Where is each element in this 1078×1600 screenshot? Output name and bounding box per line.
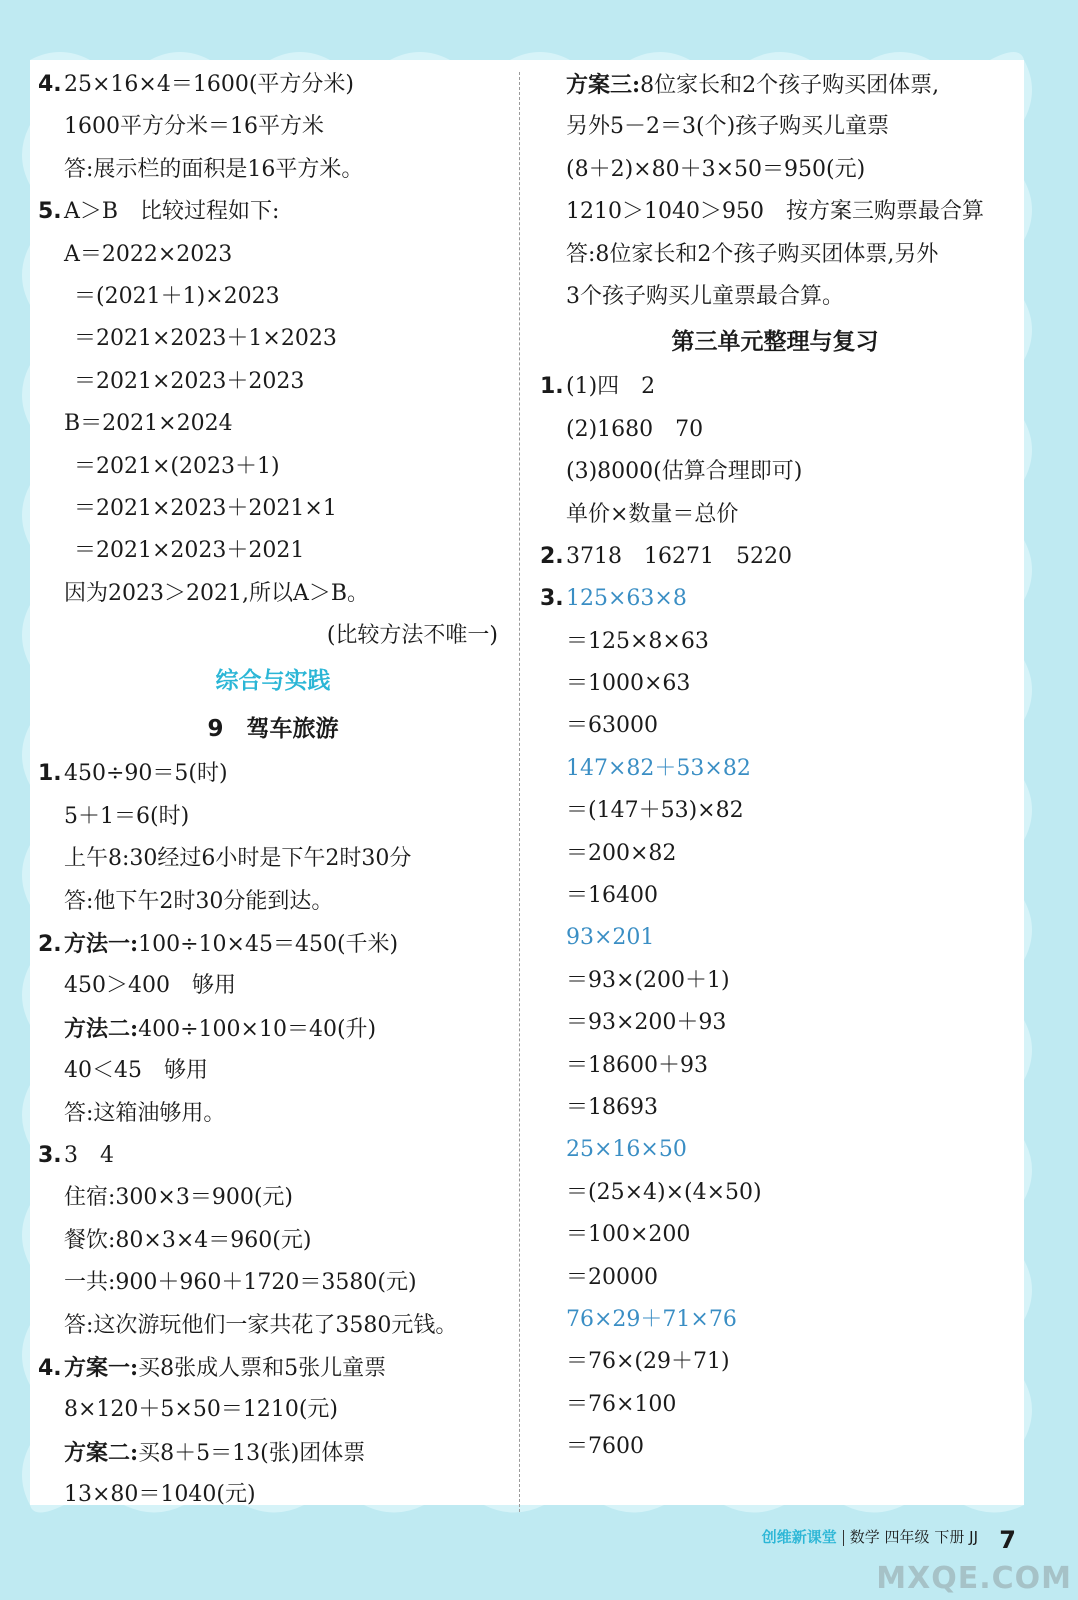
answer-text: ＝(25×4)×(4×50) — [566, 1179, 762, 1205]
answer-line — [38, 1305, 508, 1347]
answer-line — [540, 1341, 1010, 1383]
answer-text: ＝100×200 — [566, 1222, 691, 1248]
answer-text: ＝1000×63 — [566, 671, 691, 697]
question-number: 1. — [540, 374, 564, 400]
footer-edition: JJ — [969, 1528, 978, 1546]
answer-text: ＝76×(29＋71) — [566, 1349, 730, 1375]
answer-text: 400÷100×10＝40(升) — [138, 1016, 377, 1042]
answer-text: 单价×数量＝总价 — [566, 501, 739, 527]
answer-text: 住宿:300×3＝900(元) — [64, 1185, 293, 1211]
answer-line — [38, 64, 508, 106]
answer-text: 1600平方分米＝16平方米 — [64, 114, 324, 140]
answer-line — [38, 753, 508, 795]
question-number: 4. — [38, 72, 62, 97]
section-title-unit-review: 第三单元整理与复习 — [671, 329, 879, 356]
answer-line — [38, 1177, 508, 1219]
answer-line — [540, 705, 1010, 747]
answer-line — [540, 578, 1010, 620]
left-column — [38, 64, 508, 1517]
answer-text: ＝2021×2023＋2021×1 — [74, 495, 337, 521]
answer-line — [38, 1389, 508, 1431]
answer-line — [540, 106, 1010, 148]
method-label: 方法一: — [64, 931, 139, 958]
answer-line — [540, 1087, 1010, 1129]
right-answers-part2 — [540, 366, 1010, 1468]
answer-line — [38, 796, 508, 838]
answer-text: ＝18600＋93 — [566, 1052, 708, 1078]
answer-line — [38, 1220, 508, 1262]
answer-text: 147×82＋53×82 — [566, 755, 751, 781]
answer-line — [38, 1474, 508, 1516]
answer-line — [38, 923, 508, 965]
answer-line — [540, 149, 1010, 191]
answer-text: (2)1680 70 — [566, 416, 704, 442]
right-column — [540, 64, 1010, 1469]
answer-text: (3)8000(估算合理即可) — [566, 459, 803, 485]
answer-text: ＝20000 — [566, 1264, 658, 1290]
answer-line — [38, 446, 508, 488]
question-number: 3. — [540, 586, 564, 612]
answer-line — [38, 488, 508, 530]
page-number: 7 — [999, 1526, 1016, 1554]
answer-text: 答:这次游玩他们一家共花了3580元钱。 — [64, 1312, 458, 1338]
method-label: 方案一: — [64, 1354, 139, 1381]
answer-line — [38, 530, 508, 572]
answer-line — [540, 409, 1010, 451]
answer-text: (8＋2)×80＋3×50＝950(元) — [566, 156, 866, 182]
answer-line — [38, 276, 508, 318]
answer-text: ＝(2021＋1)×2023 — [74, 283, 280, 309]
answer-line — [540, 1384, 1010, 1426]
answer-line — [38, 965, 508, 1007]
right-answers-part1 — [540, 64, 1010, 318]
answer-text: 40＜45 够用 — [64, 1058, 208, 1084]
answer-text: 8位家长和2个孩子购买团体票, — [640, 73, 940, 98]
answer-text: 答:他下午2时30分能到达。 — [64, 888, 334, 914]
answer-line — [38, 191, 508, 233]
answer-line — [540, 960, 1010, 1002]
answer-line — [540, 833, 1010, 875]
subsection-title-driving-trip: 9 驾车旅游 — [207, 716, 339, 743]
answer-line — [38, 881, 508, 923]
answer-line — [540, 276, 1010, 318]
answer-text: A＝2022×2023 — [64, 241, 233, 267]
answer-line — [38, 106, 508, 148]
answer-text: ＝63000 — [566, 713, 658, 739]
answer-line — [540, 64, 1010, 106]
answer-line — [540, 234, 1010, 276]
left-answers-part2 — [38, 753, 508, 1516]
answer-line — [540, 536, 1010, 578]
answer-text: 3个孩子购买儿童票最合算。 — [566, 283, 844, 309]
watermark-logo: MXQE.COM — [876, 1561, 1072, 1596]
answer-text: 100÷10×45＝450(千米) — [138, 932, 399, 958]
column-divider — [519, 72, 520, 1512]
answer-text: ＝93×(200＋1) — [566, 967, 730, 993]
answer-text: 3 4 — [64, 1142, 114, 1168]
method-label: 方法二: — [64, 1015, 139, 1042]
answer-line — [540, 1257, 1010, 1299]
answer-text: A＞B 比较过程如下: — [64, 199, 280, 225]
left-answers-part1 — [38, 64, 508, 657]
answer-line — [38, 1135, 508, 1177]
answer-text: ＝18693 — [566, 1094, 658, 1120]
answer-line — [540, 875, 1010, 917]
answer-line — [540, 790, 1010, 832]
answer-line — [38, 361, 508, 403]
footer-subject: 数学 — [849, 1528, 880, 1546]
answer-text: ＝200×82 — [566, 840, 677, 866]
answer-text: ＝16400 — [566, 883, 658, 909]
answer-line — [38, 149, 508, 191]
answer-line — [540, 451, 1010, 493]
answer-line — [540, 1002, 1010, 1044]
section-title-practice: 综合与实践 — [215, 668, 331, 695]
answer-line — [38, 1347, 508, 1389]
answer-line — [540, 1426, 1010, 1468]
answer-text: 450＞400 够用 — [64, 973, 236, 999]
answer-line — [540, 1129, 1010, 1171]
answer-line — [540, 917, 1010, 959]
answer-line — [38, 1432, 508, 1474]
question-number: 3. — [38, 1142, 62, 1168]
answer-text: ＝7600 — [566, 1434, 644, 1460]
answer-line — [540, 663, 1010, 705]
answer-line — [540, 494, 1010, 536]
answer-line — [38, 318, 508, 360]
question-number: 1. — [38, 761, 62, 787]
answer-text: 13×80＝1040(元) — [64, 1482, 256, 1508]
answer-line — [540, 621, 1010, 663]
question-number: 2. — [38, 932, 62, 958]
answer-line — [540, 191, 1010, 233]
answer-line — [38, 403, 508, 445]
method-label: 方案二: — [64, 1439, 139, 1466]
answer-text: 另外5－2＝3(个)孩子购买儿童票 — [566, 114, 890, 140]
answer-text: 5＋1＝6(时) — [64, 803, 190, 829]
answer-line — [540, 366, 1010, 408]
answer-text: 25×16×4＝1600(平方分米) — [64, 72, 355, 97]
answer-line — [540, 1172, 1010, 1214]
answer-text: ＝76×100 — [566, 1391, 677, 1417]
answer-line — [38, 1093, 508, 1135]
answer-text: 1210＞1040＞950 按方案三购票最合算 — [566, 199, 984, 225]
answer-text: ＝(147＋53)×82 — [566, 798, 744, 824]
answer-text: 93×201 — [566, 925, 655, 951]
answer-line — [38, 1262, 508, 1304]
answer-text: ＝2021×2023＋2021 — [74, 538, 305, 564]
question-number: 4. — [38, 1355, 62, 1381]
answer-text: 答:8位家长和2个孩子购买团体票,另外 — [566, 241, 939, 267]
answer-line — [38, 1050, 508, 1092]
answer-text: 76×29＋71×76 — [566, 1306, 737, 1332]
question-number: 5. — [38, 199, 62, 225]
answer-text: 上午8:30经过6小时是下午2时30分 — [64, 846, 412, 872]
answer-text: 买8张成人票和5张儿童票 — [138, 1355, 387, 1381]
answer-text: ＝2021×(2023＋1) — [74, 453, 280, 479]
footer-grade: 四年级 — [884, 1528, 930, 1546]
footer-separator — [843, 1530, 844, 1546]
answer-line — [38, 1008, 508, 1050]
answer-text: (比较方法不唯一) — [326, 623, 498, 649]
answer-text: 125×63×8 — [566, 586, 687, 612]
answer-text: 餐饮:80×3×4＝960(元) — [64, 1227, 312, 1253]
answer-text: ＝93×200＋93 — [566, 1010, 727, 1036]
method-label: 方案三: — [566, 72, 641, 98]
answer-text: 因为2023＞2021,所以A＞B。 — [64, 580, 370, 606]
answer-line — [38, 573, 508, 615]
answer-text: B＝2021×2024 — [64, 411, 233, 437]
answer-line — [540, 1214, 1010, 1256]
answer-text: 买8＋5＝13(张)团体票 — [138, 1440, 366, 1466]
footer-volume: 下册 — [934, 1528, 965, 1546]
answer-text: ＝2021×2023＋2023 — [74, 368, 305, 394]
answer-line — [38, 234, 508, 276]
answer-text: ＝125×8×63 — [566, 628, 709, 654]
answer-text: (1)四 2 — [566, 374, 656, 400]
answer-line — [540, 1299, 1010, 1341]
answer-text: 答:这箱油够用。 — [64, 1100, 226, 1126]
question-number: 2. — [540, 543, 564, 569]
answer-text: 8×120＋5×50＝1210(元) — [64, 1397, 339, 1423]
answer-line — [38, 615, 508, 657]
answer-line — [38, 838, 508, 880]
answer-text: 一共:900＋960＋1720＝3580(元) — [64, 1270, 417, 1296]
answer-text: ＝2021×2023＋1×2023 — [74, 326, 337, 352]
answer-line — [540, 748, 1010, 790]
page-footer — [762, 1522, 978, 1552]
answer-text: 450÷90＝5(时) — [64, 761, 228, 787]
answer-text: 答:展示栏的面积是16平方米。 — [64, 156, 364, 182]
answer-text: 3718 16271 5220 — [566, 543, 792, 569]
answer-line — [540, 1045, 1010, 1087]
answer-text: 25×16×50 — [566, 1137, 687, 1163]
brand-name: 创维新课堂 — [761, 1528, 837, 1546]
